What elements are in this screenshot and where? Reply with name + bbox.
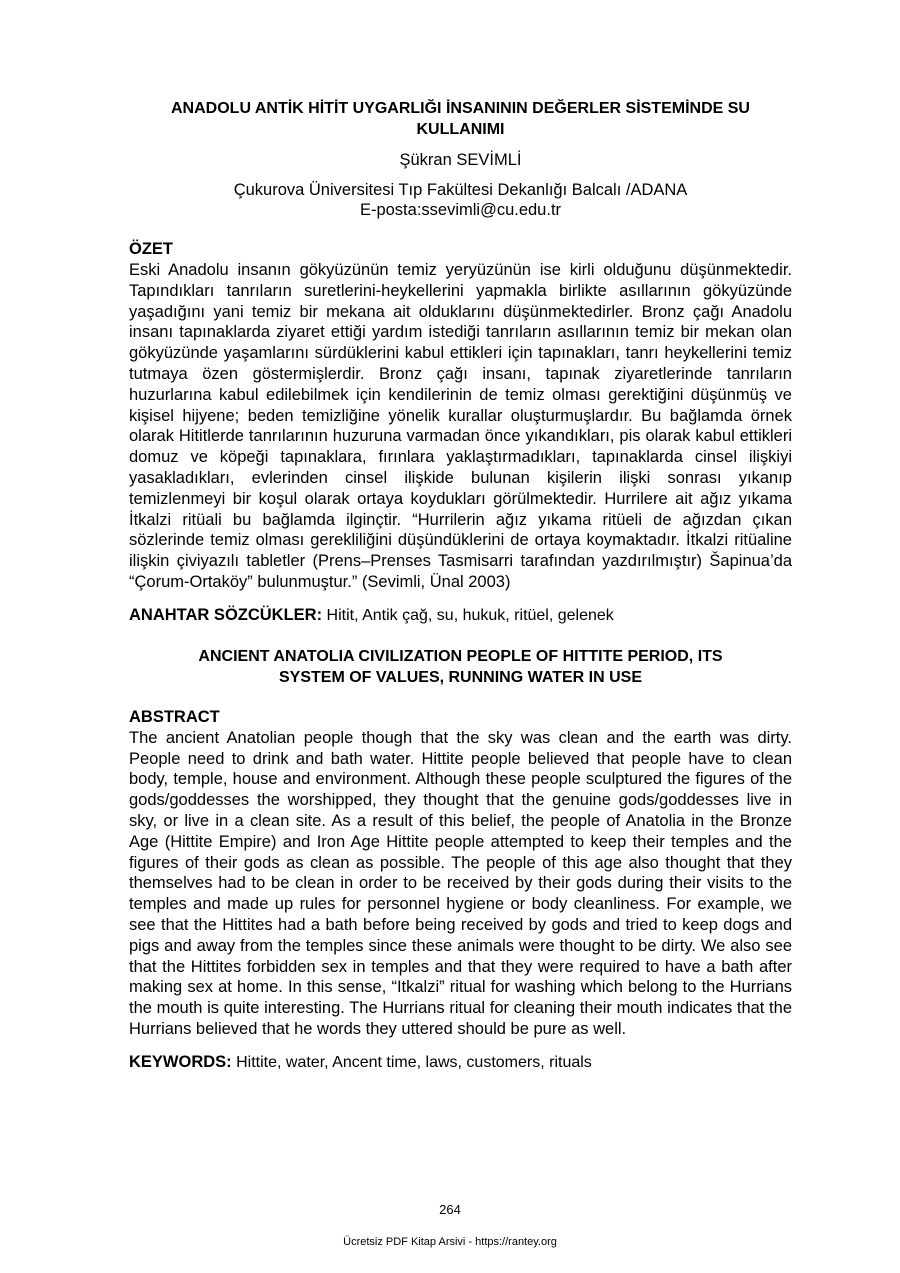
abstract-body: The ancient Anatolian people though that the sky was clean and the earth was dirty. People need to drink and bath water. Hittite people believed that people have to clean body, temple, house and environment. Although these people sculptured the figures of the gods/goddesses the worshipped, they thought that the genuine gods/goddesses live in sky, or live in a clean site. As a result of this belief, the people of Anatolia in the Bronze Age (Hittite Empire) and Iron Age Hittite people attempted to keep their temples and the figures of their gods as clean as possible. The people of this age also thought that they themselves had to be clean in order to be received by their gods during their visits to the temples and made up rules for personnel hygiene or body cleanliness. For example, we see that the Hittites had a bath before being received by gods and tried to keep dogs and pigs and away from the temples since these animals were thought to be dirty. We also see that the Hittites forbidden sex in temples and that they were required to have a bath after making sex at home. In this sense, “Itkalzi” ritual for washing which belong to the Hurrians the mouth is quite interesting. The Hurrians ritual for cleaning their mouth indicates that the Hurrians believed that he words they uttered should be pure as well. [129, 728, 792, 1038]
paper-page [129, 98, 792, 1073]
anahtar-values: Hitit, Antik çağ, su, hukuk, ritüel, gelenek [322, 606, 614, 624]
title-tr-line2: KULLANIMI [416, 121, 505, 138]
author-email: E-posta:ssevimli@cu.edu.tr [359, 201, 562, 219]
keywords-values: Hittite, water, Ancent time, laws, customers, rituals [231, 1053, 592, 1071]
author-affiliation [129, 180, 792, 220]
title-en-line1: ANCIENT ANATOLIA CIVILIZATION PEOPLE OF HITTITE PERIOD, ITS [198, 647, 723, 665]
ozet-heading: ÖZET [129, 240, 173, 258]
paper-title-turkish [129, 98, 792, 140]
keywords [129, 1052, 792, 1073]
keywords-label: KEYWORDS: [129, 1052, 232, 1071]
author-name: Şükran SEVİMLİ [399, 151, 522, 169]
footer-text: Ücretsiz PDF Kitap Arsivi - https://rantey.org [343, 1236, 557, 1248]
abstract-heading: ABSTRACT [129, 707, 220, 726]
ozet-body: Eski Anadolu insanın gökyüzünün temiz yeryüzünün ise kirli olduğunu düşünmektedir. Tapındıkları tanrıların suretlerini-heykellerini yapmakla birlikte asıllarının gökyüzünde yaşadığını yani temiz bir mekana ait olduklarını düşünmektedirler. Bronz çağı Anadolu insanı tapınaklarda ziyaret ettiği yardım istediği tanrıların asıllarının temiz bir mekan olan gökyüzünde yaşamlarını sürdüklerini kabul ettikleri için tapınakları, tanrı heykellerini temiz tutmaya özen göstermişlerdir. Bronz çağı insanı, tapınak ziyaretlerinde tanrıların huzurlarına kabul edilebilmek için kendilerinin de temiz olması gerektiğini düşünmüş ve kişisel hijyene; beden temizliğine yönelik kurallar oluşturmuşlardır. Bu bağlamda örnek olarak Hititlerde tanrılarının huzuruna varmadan önce yıkandıkları, pis olarak kabul ettikleri domuz ve köpeği tapınaklara, fırınlara yaklaştırmadıkları, tapınaklarda cinsel ilişkiyi yasakladıkları, evlerinden cinsel ilişkide bulunan kişilerin ilişki sonrası yıkanıp temizlenmeyi bir koşul olarak ortaya koydukları görülmektedir. Hurrilere ait ağız yıkama İtkalzi ritüali bu bağlamda ilginçtir. “Hurrilerin ağız yıkama ritüeli de ağızdan çıkan sözlerinde temiz olması gerekliliğini düşündüklerini de ortaya koymaktadır. İtkalzi ritüaline ilişkin çiviyazılı tabletler (Prens–Prenses Tasmisarri tarafından yazdırılmıştır) Šapinua’da “Çorum-Ortaköy” bulunmuştur.” (Sevimli, Ünal 2003) [129, 261, 792, 591]
anahtar-label: ANAHTAR SÖZCÜKLER: [129, 605, 323, 624]
paper-title-english [129, 646, 792, 688]
title-en-line2: SYSTEM OF VALUES, RUNNING WATER IN USE [279, 668, 642, 686]
page-number: 264 [439, 1202, 461, 1217]
title-tr-line1: ANADOLU ANTİK HİTİT UYGARLIĞI İNSANININ DEĞERLER SİSTEMİNDE SU [171, 100, 750, 117]
anahtar-sozcukler [129, 605, 792, 626]
affiliation-text: Çukurova Üniversitesi Tıp Fakültesi Dekanlığı Balcalı /ADANA [233, 181, 688, 199]
